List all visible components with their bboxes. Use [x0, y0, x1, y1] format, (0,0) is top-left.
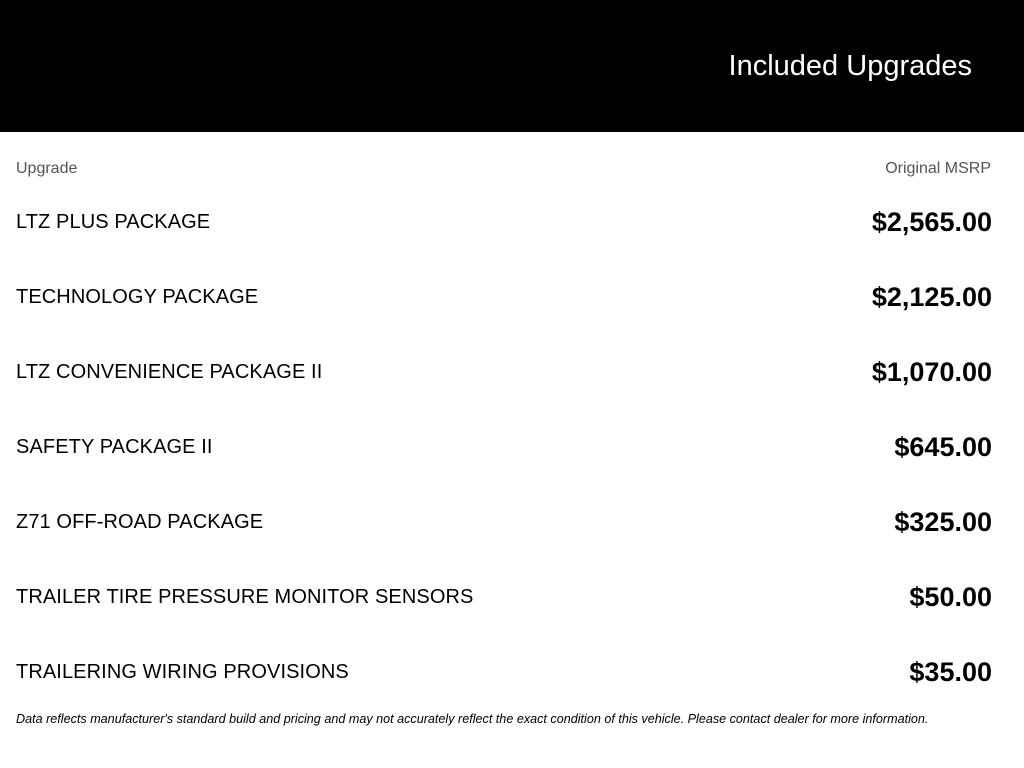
upgrade-row: [16, 335, 992, 410]
upgrade-price: $2,125.00: [871, 282, 992, 312]
upgrade-price: $50.00: [909, 582, 992, 612]
upgrade-price: $2,565.00: [871, 207, 992, 237]
upgrade-price: $325.00: [894, 507, 992, 537]
upgrade-name: TRAILER TIRE PRESSURE MONITOR SENSORS: [16, 586, 474, 608]
upgrade-row: [16, 185, 992, 260]
upgrade-list: [16, 185, 992, 710]
upgrade-column-header: Upgrade: [16, 160, 78, 177]
upgrade-row: [16, 410, 992, 485]
disclaimer-text: Data reflects manufacturer's standard build and pricing and may not accurately reflect the exact condition of this vehicle. Please contact dealer for more information.: [16, 712, 929, 726]
upgrade-name: TRAILERING WIRING PROVISIONS: [16, 661, 349, 683]
msrp-column-header: Original MSRP: [885, 160, 991, 177]
upgrade-price: $1,070.00: [871, 357, 992, 387]
page-title: Included Upgrades: [728, 50, 972, 82]
upgrade-name: LTZ PLUS PACKAGE: [16, 211, 211, 233]
upgrade-name: SAFETY PACKAGE II: [16, 436, 213, 458]
column-headers: [16, 160, 991, 180]
upgrade-name: Z71 OFF-ROAD PACKAGE: [16, 511, 264, 533]
header-banner: [0, 0, 1024, 132]
upgrade-name: LTZ CONVENIENCE PACKAGE II: [16, 361, 323, 383]
upgrade-row: [16, 635, 992, 710]
upgrade-row: [16, 560, 992, 635]
upgrade-row: [16, 485, 992, 560]
upgrade-price: $35.00: [909, 657, 992, 687]
upgrade-name: TECHNOLOGY PACKAGE: [16, 286, 259, 308]
upgrade-price: $645.00: [894, 432, 992, 462]
upgrade-row: [16, 260, 992, 335]
